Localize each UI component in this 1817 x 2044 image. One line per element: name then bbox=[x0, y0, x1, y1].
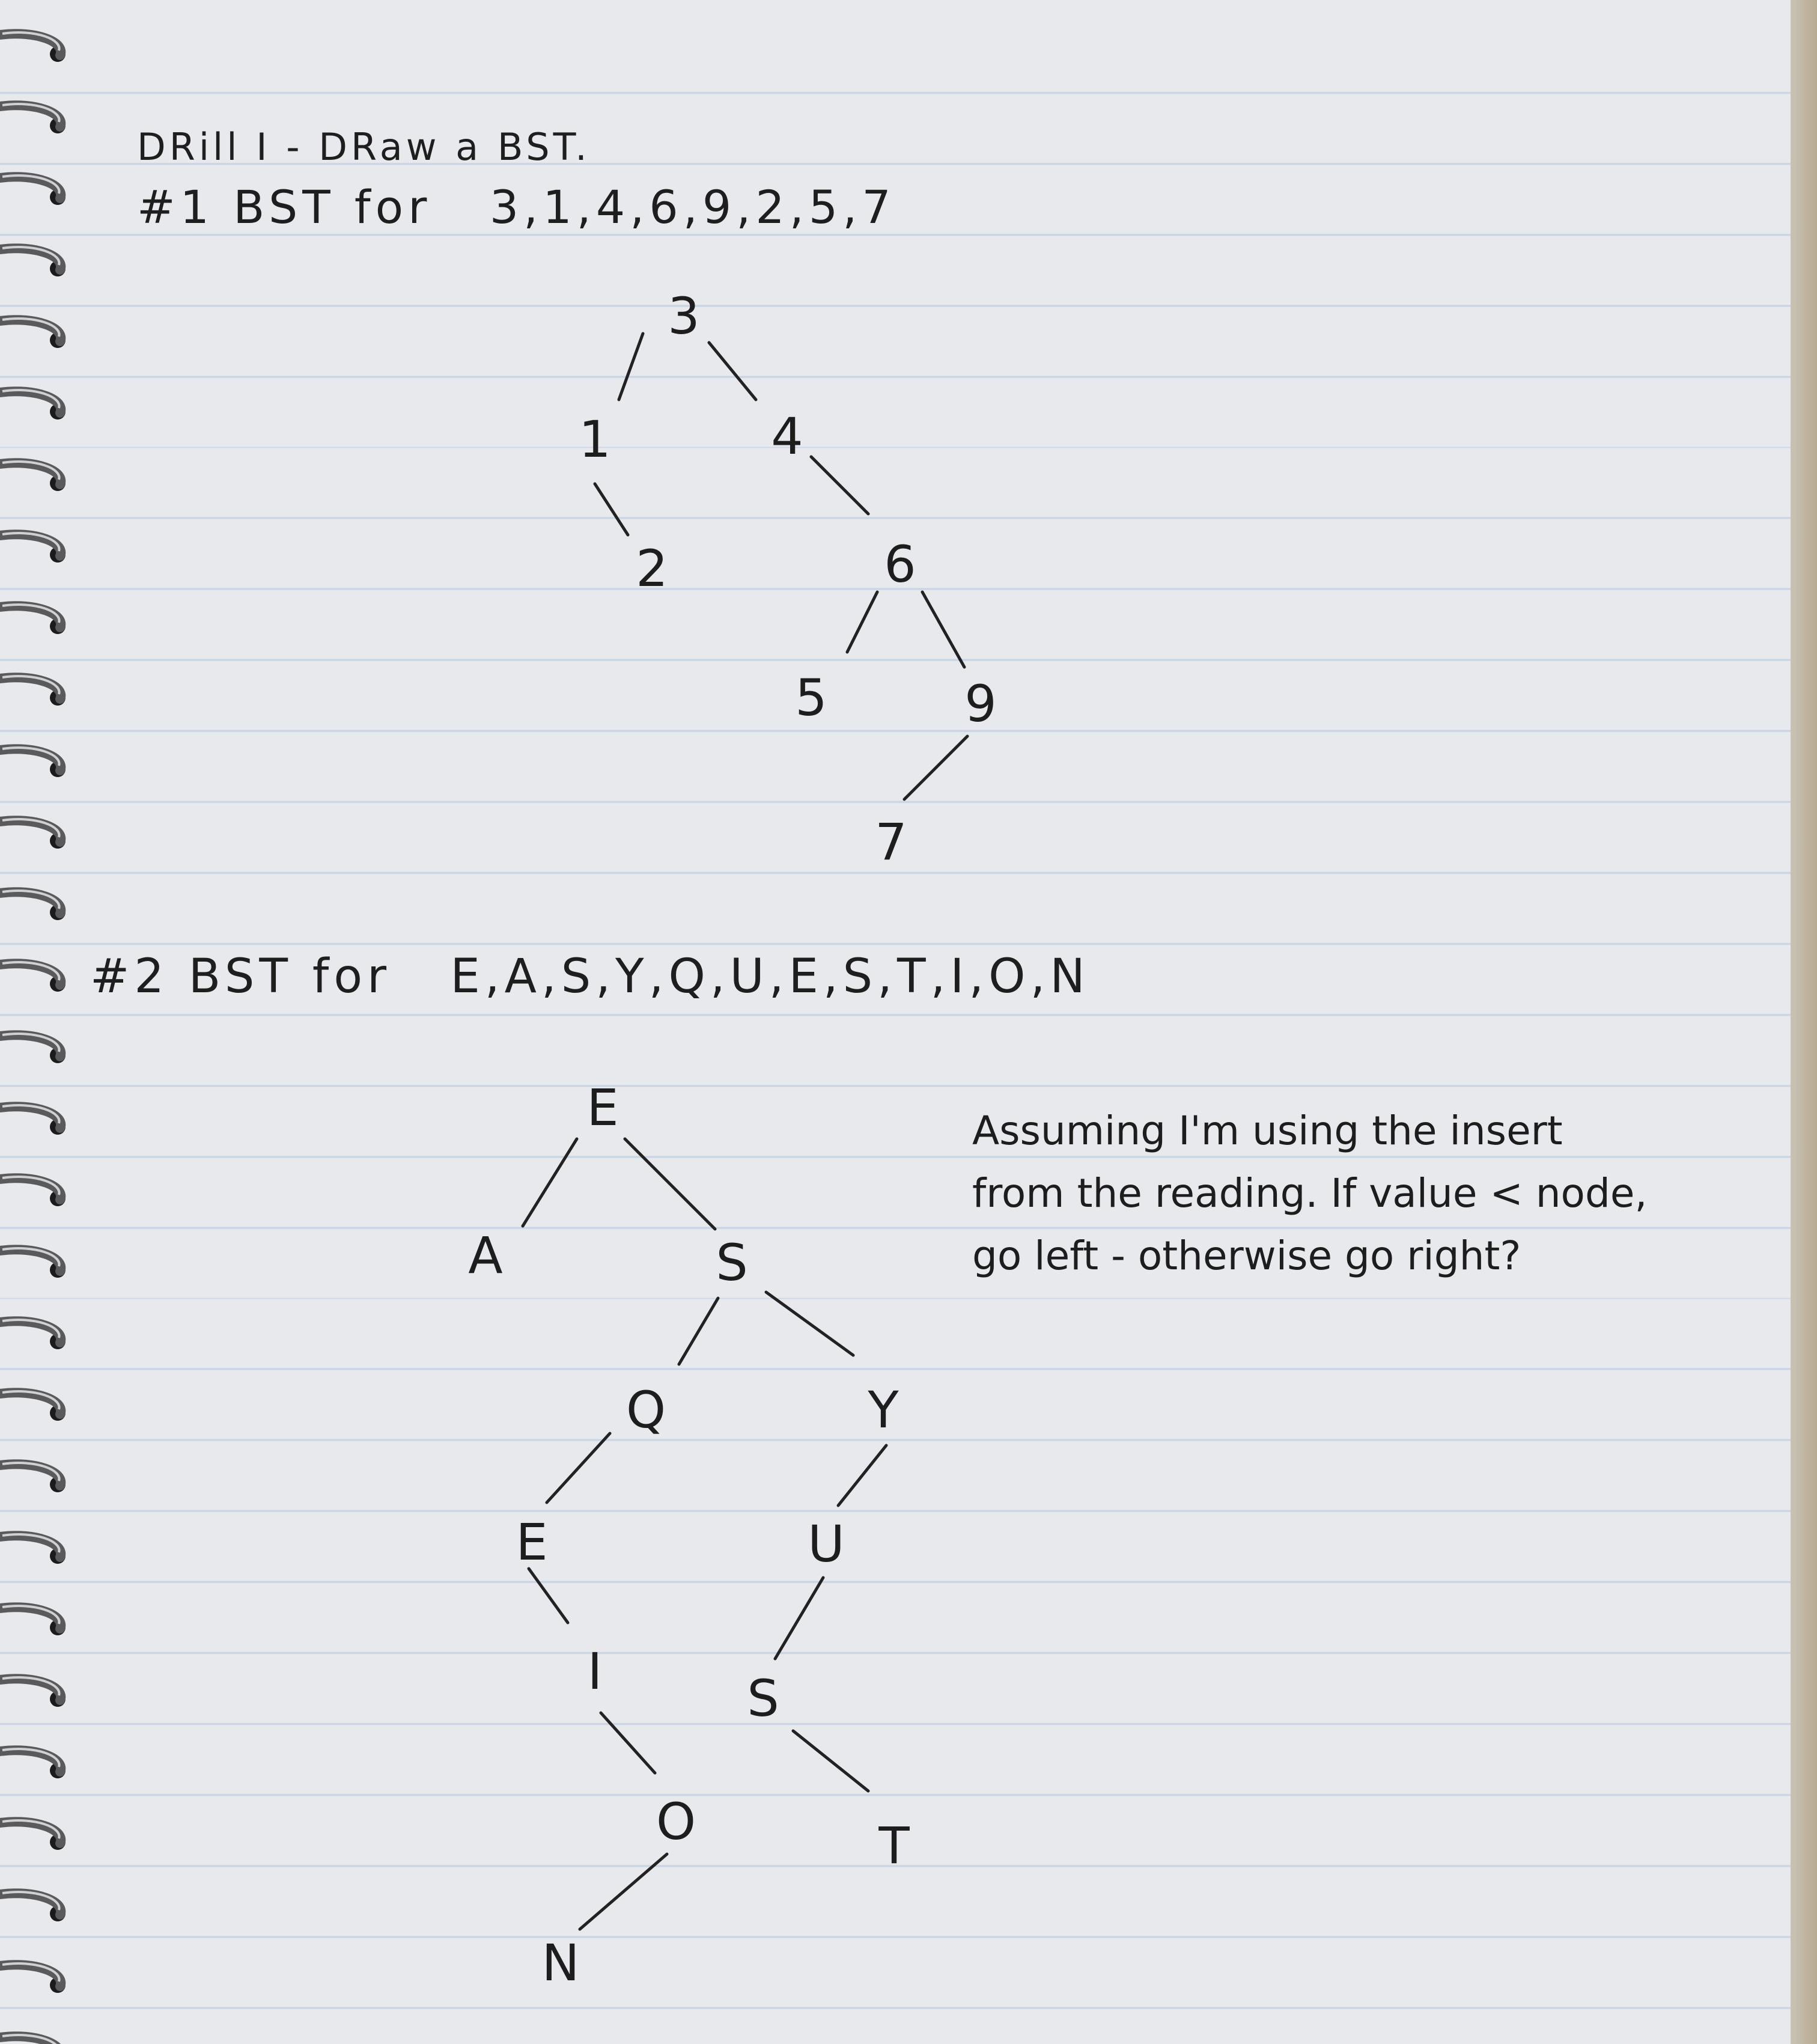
node-U: U bbox=[808, 1515, 845, 1573]
node-7: 7 bbox=[875, 813, 907, 871]
node-9: 9 bbox=[964, 674, 997, 733]
node-1: 1 bbox=[579, 410, 611, 469]
node-6: 6 bbox=[884, 535, 916, 594]
edge-Q-E bbox=[547, 1433, 610, 1502]
drill-title: DRill I - DRaw a BST. bbox=[137, 125, 591, 169]
node-4: 4 bbox=[771, 407, 803, 466]
node-A: A bbox=[468, 1226, 503, 1285]
node-Q: Q bbox=[625, 1380, 666, 1439]
node-I: I bbox=[587, 1642, 603, 1701]
edge-O-N bbox=[580, 1854, 667, 1929]
edge-S-T bbox=[793, 1731, 868, 1791]
assumption-line-2: from the reading. If value < node, bbox=[972, 1170, 1648, 1216]
edge-E-S bbox=[625, 1139, 715, 1229]
assumption-line-1: Assuming I'm using the insert bbox=[972, 1108, 1563, 1154]
node-Y: Y bbox=[868, 1380, 899, 1439]
question-1-sequence: 3,1,4,6,9,2,5,7 bbox=[489, 180, 896, 234]
assumption-line-3: go left - otherwise go right? bbox=[972, 1233, 1521, 1279]
edge-I-O bbox=[601, 1713, 655, 1773]
question-1-label: #1 BST for bbox=[137, 180, 432, 234]
edge-E-I bbox=[529, 1569, 568, 1623]
node-E: E bbox=[586, 1078, 619, 1137]
node-5: 5 bbox=[795, 668, 827, 727]
edge-S-Y bbox=[766, 1292, 853, 1355]
node-S: S bbox=[716, 1233, 748, 1292]
node-O: O bbox=[656, 1792, 696, 1851]
edge-Y-U bbox=[838, 1445, 886, 1506]
edge-U-S bbox=[775, 1578, 823, 1659]
node-E2: E bbox=[516, 1513, 548, 1572]
node-3: 3 bbox=[668, 287, 700, 346]
question-2-sequence: E,A,S,Y,Q,U,E,S,T,I,O,N bbox=[450, 950, 1090, 1004]
node-S2: S bbox=[747, 1669, 779, 1728]
node-T: T bbox=[878, 1816, 910, 1875]
edge-S-Q bbox=[679, 1298, 718, 1364]
node-N: N bbox=[541, 1933, 580, 1992]
edge-E-A bbox=[523, 1139, 577, 1226]
node-2: 2 bbox=[636, 539, 668, 598]
question-2-label: #2 BST for bbox=[90, 950, 392, 1004]
